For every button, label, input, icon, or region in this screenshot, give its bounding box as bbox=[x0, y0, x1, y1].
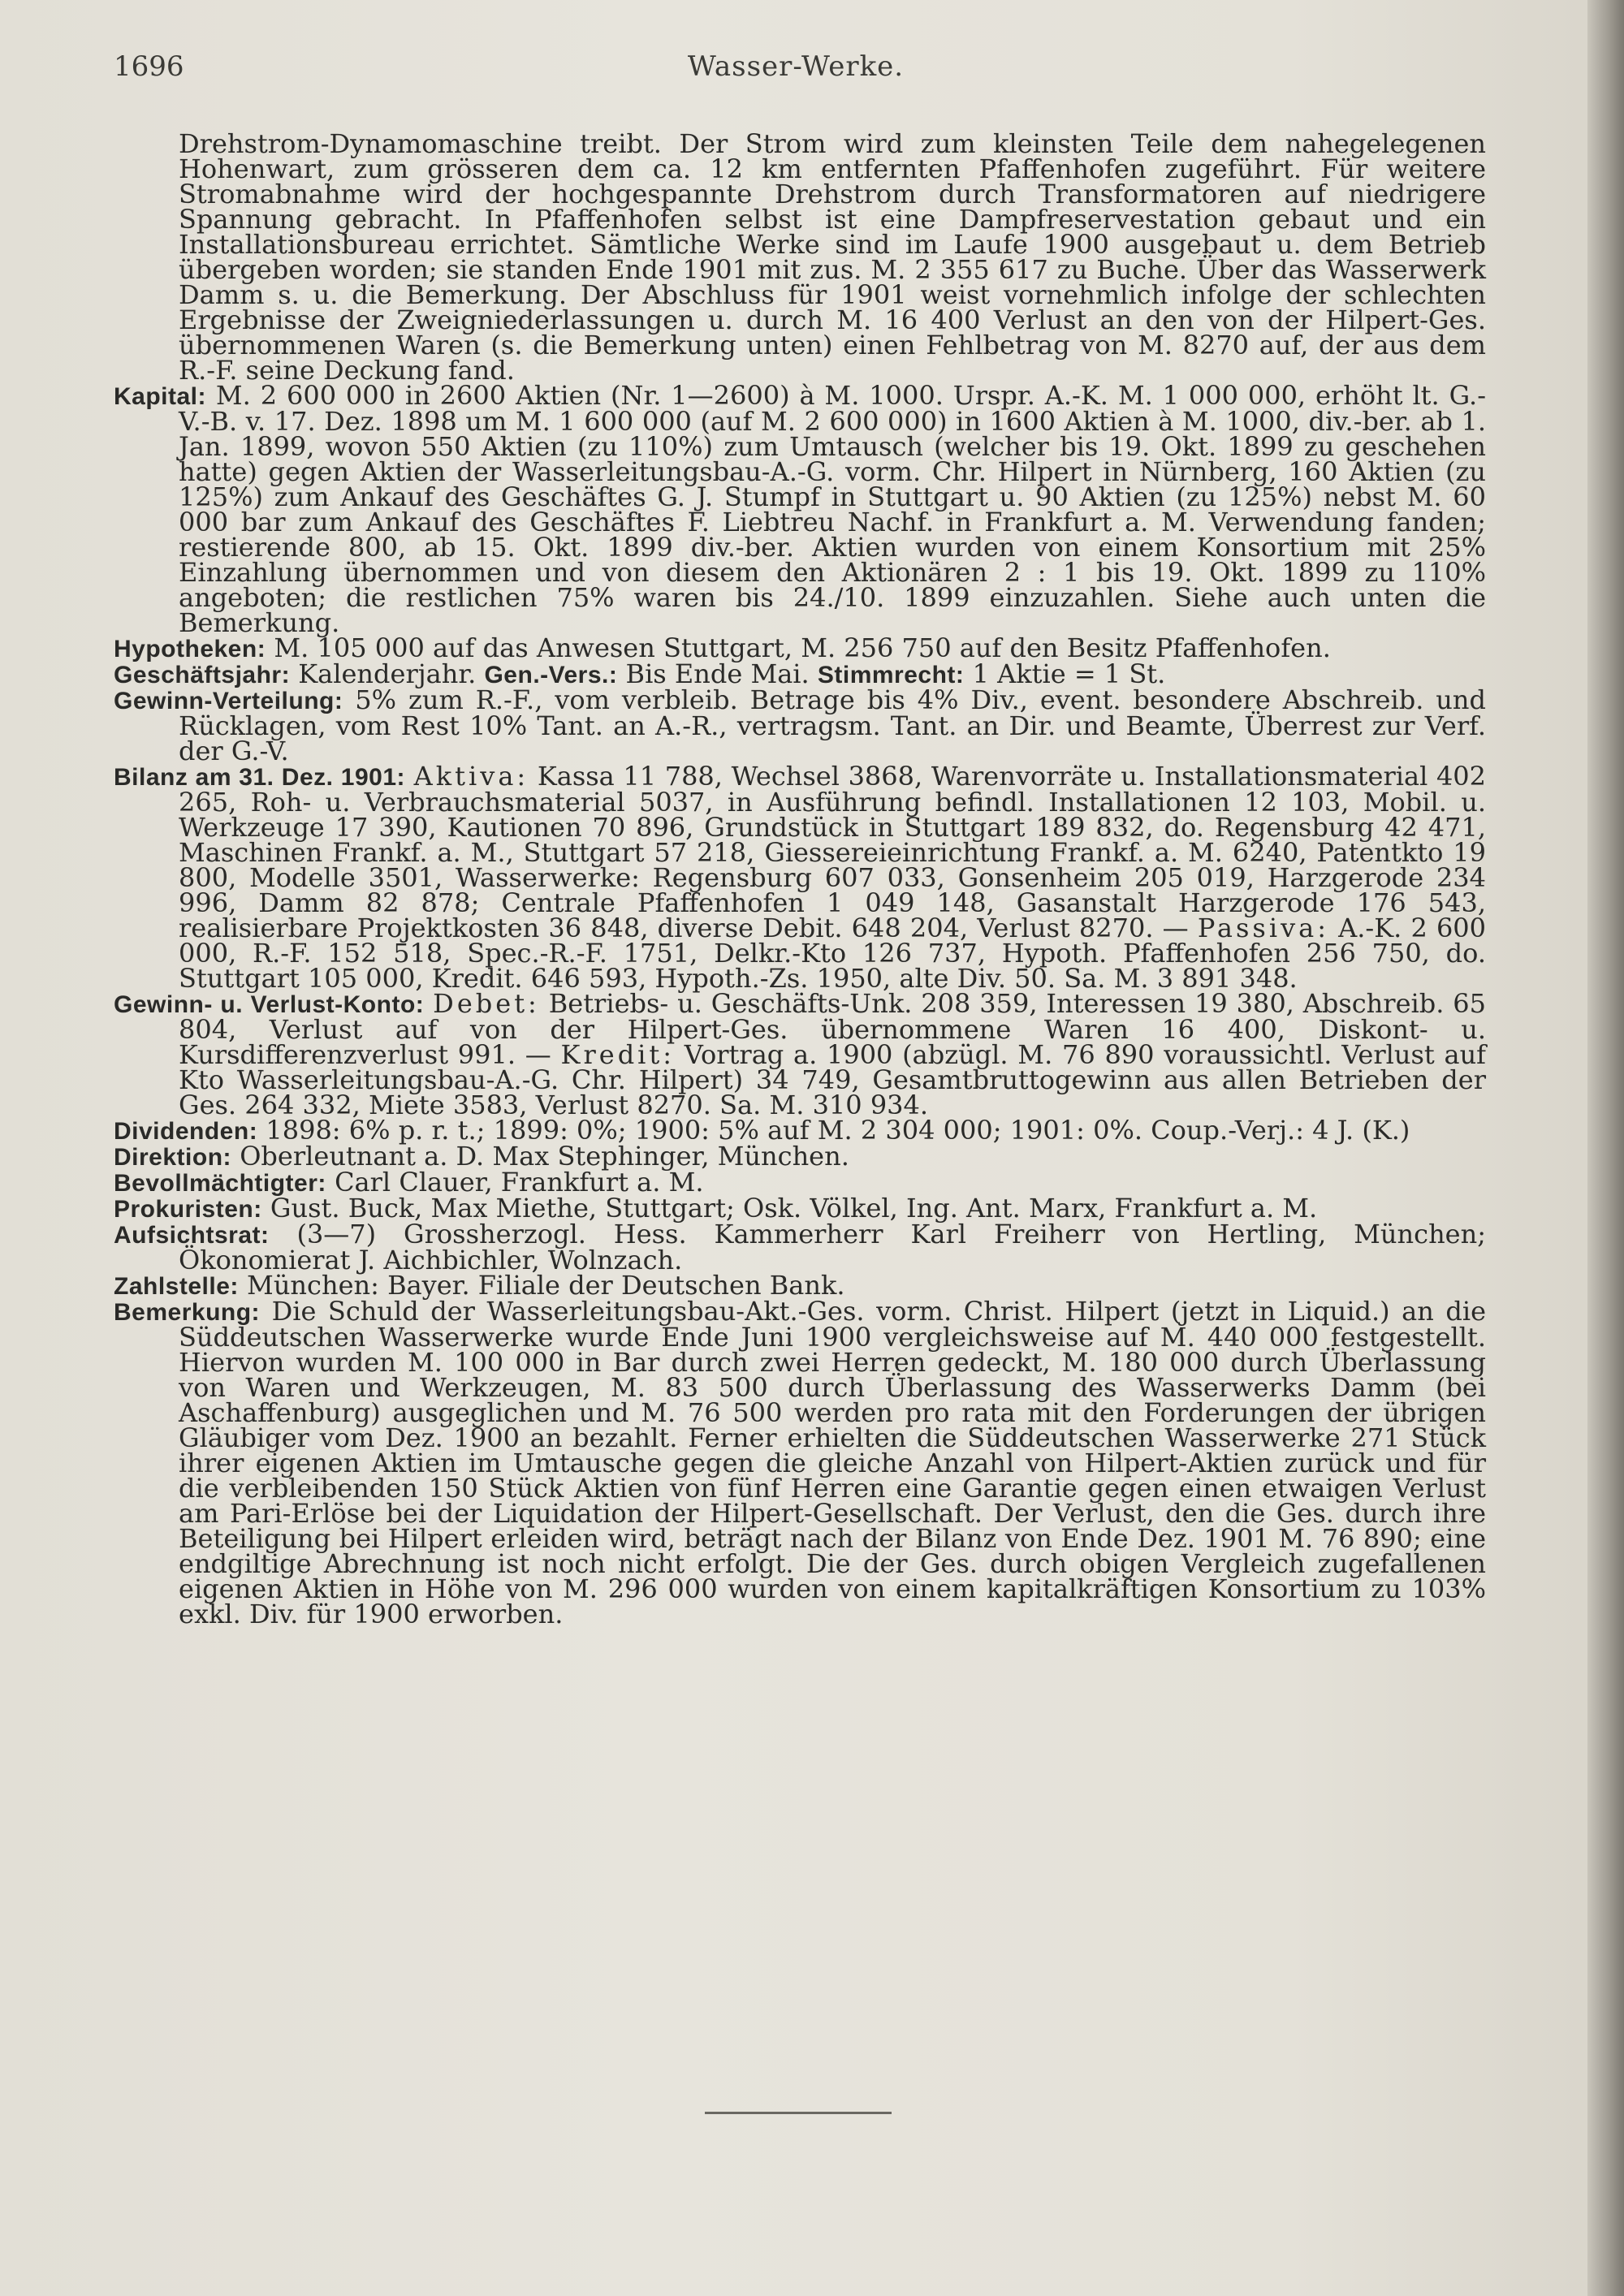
entry-aufsichtsrat bbox=[114, 1219, 1487, 1275]
text-hypotheken: M. 105 000 auf das Anwesen Stuttgart, M. 256 750 auf den Besitz Pfaffenhofen. bbox=[274, 632, 1331, 663]
entry-gewinnverteilung bbox=[114, 684, 1487, 766]
end-rule bbox=[705, 2112, 892, 2114]
label-aufsichtsrat: Aufsichtsrat: bbox=[114, 1222, 270, 1249]
text-kredit: Vortrag a. 1900 (abzügl. M. 76 890 voraussichtl. Verlust auf Kto Wasserleitungsbau-A.-G. Chr. Hilpert) 34 749, Gesamtbruttogewinn aus allen Betrieben der Ges. 264 332, Miete 3583, Verlust 8270. Sa. M. 310 934. bbox=[179, 1039, 1487, 1120]
label-geschaeftsjahr: Geschäftsjahr: bbox=[114, 662, 291, 688]
label-bevollmaechtigter: Bevollmächtigter: bbox=[114, 1170, 326, 1197]
label-aktiva: Aktiva: bbox=[413, 761, 529, 792]
text-kapital: M. 2 600 000 in 2600 Aktien (Nr. 1—2600) à M. 1000. Urspr. A.-K. M. 1 000 000, erhöht lt. G.-V.-B. v. 17. Dez. 1898 um M. 1 600 000 (auf M. 2 600 000) in 1600 Aktien à M. 1000, div.-ber. ab 1. Jan. 1899, wovon 550 Aktien (zu 110%) zum Umtausch (welcher bis 19. Okt. 1899 zu geschehen hatte) gegen Aktien der Wasserleitungsbau-A.-G. vorm. Chr. Hilpert in Nürnberg, 160 Aktien (zu 125%) zum Ankauf des Geschäftes G. J. Stumpf in Stuttgart u. 90 Aktien (zu 125%) nebst M. 60 000 bar zum Ankauf des Geschäftes F. Liebtreu Nachf. in Frankfurt a. M. Verwendung fanden; restierende 800, ab 15. Okt. 1899 div.-ber. Aktien wurden von einem Konsortium mit 25% Einzahlung übernommen und von diesem den Aktionären 2 : 1 bis 19. Okt. 1899 zu 110% angeboten; die restlichen 75% waren bis 24./10. 1899 einzuzahlen. Siehe auch unten die Bemerkung. bbox=[179, 380, 1487, 638]
label-debet: Debet: bbox=[433, 988, 540, 1019]
label-passiva: Passiva: bbox=[1197, 913, 1329, 943]
entry-direktion bbox=[114, 1141, 1486, 1172]
text-geschaeftsjahr: Kalenderjahr. bbox=[298, 658, 477, 689]
entry-kapital bbox=[114, 380, 1487, 638]
label-gewinn-verlust: Gewinn- u. Verlust-Konto: bbox=[114, 991, 425, 1018]
text-dividenden: 1898: 6% p. r. t.; 1899: 0%; 1900: 5% auf M. 2 304 000; 1901: 0%. Coup.-Verj.: 4 J. (K.) bbox=[266, 1115, 1410, 1146]
label-bemerkung: Bemerkung: bbox=[114, 1299, 261, 1326]
label-dividenden: Dividenden: bbox=[114, 1118, 258, 1145]
text-gewinnverteilung: 5% zum R.-F., vom verbleib. Betrage bis 4% Div., event. besondere Abschreib. und Rücklagen, vom Rest 10% Tant. an A.-R., vertragsm. Tant. an Dir. und Beamte, Überrest zur Verf. der G.-V. bbox=[179, 684, 1487, 766]
text-stimmrecht: 1 Aktie = 1 St. bbox=[972, 658, 1166, 689]
label-gen-vers: Gen.-Vers.: bbox=[484, 662, 618, 688]
label-stimmrecht: Stimmrecht: bbox=[817, 662, 965, 688]
label-zahlstelle: Zahlstelle: bbox=[114, 1273, 239, 1300]
text-debet: Betriebs- u. Geschäfts-Unk. 208 359, Interessen 19 380, Abschreib. 65 804, Verlust auf von der Hilpert-Ges. übernommene Waren 16 400, Diskont- u. Kursdifferenzverlust 991. — bbox=[179, 988, 1487, 1070]
label-kredit: Kredit: bbox=[560, 1039, 676, 1070]
entry-gewinn-verlust bbox=[114, 988, 1487, 1120]
text-bevollmaechtigter: Carl Clauer, Frankfurt a. M. bbox=[335, 1167, 704, 1198]
text-passiva: A.-K. 2 600 000, R.-F. 152 518, Spec.-R.-F. 1751, Delkr.-Kto 126 737, Hypoth. Pfaffenhofen 256 750, do. Stuttgart 105 000, Kredit. 646 593, Hypoth.-Zs. 1950, alte Div. 50. Sa. M. 3 891 348. bbox=[179, 913, 1487, 994]
text-zahlstelle: München: Bayer. Filiale der Deutschen Bank. bbox=[247, 1270, 845, 1301]
page-header bbox=[114, 50, 1478, 91]
text-prokuristen: Gust. Buck, Max Miethe, Stuttgart; Osk. Völkel, Ing. Ant. Marx, Frankfurt a. M. bbox=[270, 1193, 1318, 1224]
entry-bemerkung bbox=[114, 1296, 1487, 1629]
text-aufsichtsrat: (3—7) Grossherzogl. Hess. Kammerherr Karl Freiherr von Hertling, München; Ökonomierat J. Aichbichler, Wolnzach. bbox=[179, 1219, 1487, 1275]
text-direktion: Oberleutnant a. D. Max Stephinger, München. bbox=[240, 1141, 849, 1172]
label-bilanz: Bilanz am 31. Dez. 1901: bbox=[114, 764, 406, 791]
entry-bilanz bbox=[114, 761, 1487, 994]
text-aktiva: Kassa 11 788, Wechsel 3868, Warenvorräte u. Installationsmaterial 402 265, Roh- u. Verbrauchsmaterial 5037, in Ausführung befindl. Installationen 12 103, Mobil. u. Werkzeuge 17 390, Kautionen 70 896, Grundstück in Stuttgart 189 832, do. Regensburg 42 471, Maschinen Frankf. a. M., Stuttgart 57 218, Giessereieinrichtung Frankf. a. M. 6240, Patentkto 19 800, Modelle 3501, Wasserwerke: Regensburg 607 033, Gonsenheim 205 019, Harzgerode 234 996, Damm 82 878; Centrale Pfaffenhofen 1 049 148, Gasanstalt Harzgerode 176 543, realisierbare Projektkosten 36 848, diverse Debit. 648 204, Verlust 8270. — bbox=[179, 761, 1487, 943]
book-gutter bbox=[1587, 0, 1624, 2296]
text-gen-vers: Bis Ende Mai. bbox=[625, 658, 810, 689]
body-text bbox=[114, 128, 1487, 1629]
label-prokuristen: Prokuristen: bbox=[114, 1196, 262, 1223]
label-gewinnverteilung: Gewinn-Verteilung: bbox=[114, 688, 343, 714]
intro-paragraph: Drehstrom-Dynamomaschine treibt. Der Strom wird zum kleinsten Teile dem nahegelegenen Hohenwart, zum grösseren dem ca. 12 km entfernten Pfaffenhofen zugeführt. Für weitere Stromabnahme wird der hochgespannte Drehstrom durch Transformatoren auf niedrigere Spannung gebracht. In Pfaffenhofen selbst ist eine Dampfreservestation gebaut und ein Installationsbureau errichtet. Sämtliche Werke sind im Laufe 1900 ausgebaut u. dem Betrieb übergeben worden; sie standen Ende 1901 mit zus. M. 2 355 617 zu Buche. Über das Wasserwerk Damm s. u. die Bemerkung. Der Abschluss für 1901 weist vornehmlich infolge der schlechten Ergebnisse der Zweigniederlassungen u. durch M. 16 400 Verlust an den von der Hilpert-Ges. übernommenen Waren (s. die Bemerkung unten) einen Fehlbetrag von M. 8270 auf, der aus dem R.-F. seine Deckung fand. bbox=[179, 128, 1486, 386]
text-bemerkung: Die Schuld der Wasserleitungsbau-Akt.-Ges. vorm. Christ. Hilpert (jetzt in Liquid.) an die Süddeutschen Wasserwerke wurde Ende Juni 1900 vergleichsweise auf M. 440 000 festgestellt. Hiervon wurden M. 100 000 in Bar durch zwei Herren gedeckt, M. 180 000 durch Überlassung von Waren und Werkzeugen, M. 83 500 durch Überlassung des Wasserwerks Damm (bei Aschaffenburg) ausgeglichen und M. 76 500 werden pro rata mit den Forderungen der übrigen Gläubiger vom Dez. 1900 an bezahlt. Ferner erhielten die Süddeutschen Wasserwerke 271 Stück ihrer eigenen Aktien im Umtausche gegen die gleiche Anzahl von Hilpert-Aktien zurück und für die verbleibenden 150 Stück Aktien von fünf Herren eine Garantie gegen einen etwaigen Verlust am Pari-Erlöse bei der Liquidation der Hilpert-Gesellschaft. Der Verlust, den die Ges. durch ihre Beteiligung bei Hilpert erleiden wird, beträgt nach der Bilanz von Ende Dez. 1901 M. 76 890; eine endgiltige Abrechnung ist noch nicht erfolgt. Die der Ges. durch obigen Vergleich zugefallenen eigenen Aktien in Höhe von M. 296 000 wurden von einem kapitalkräftigen Konsortium zu 103% exkl. Div. für 1900 erworben. bbox=[179, 1296, 1487, 1629]
running-head: Wasser-Werke. bbox=[687, 50, 905, 83]
label-direktion: Direktion: bbox=[114, 1144, 232, 1171]
label-hypotheken: Hypotheken: bbox=[114, 636, 266, 662]
label-kapital: Kapital: bbox=[114, 383, 207, 410]
page-number: 1696 bbox=[114, 50, 184, 83]
